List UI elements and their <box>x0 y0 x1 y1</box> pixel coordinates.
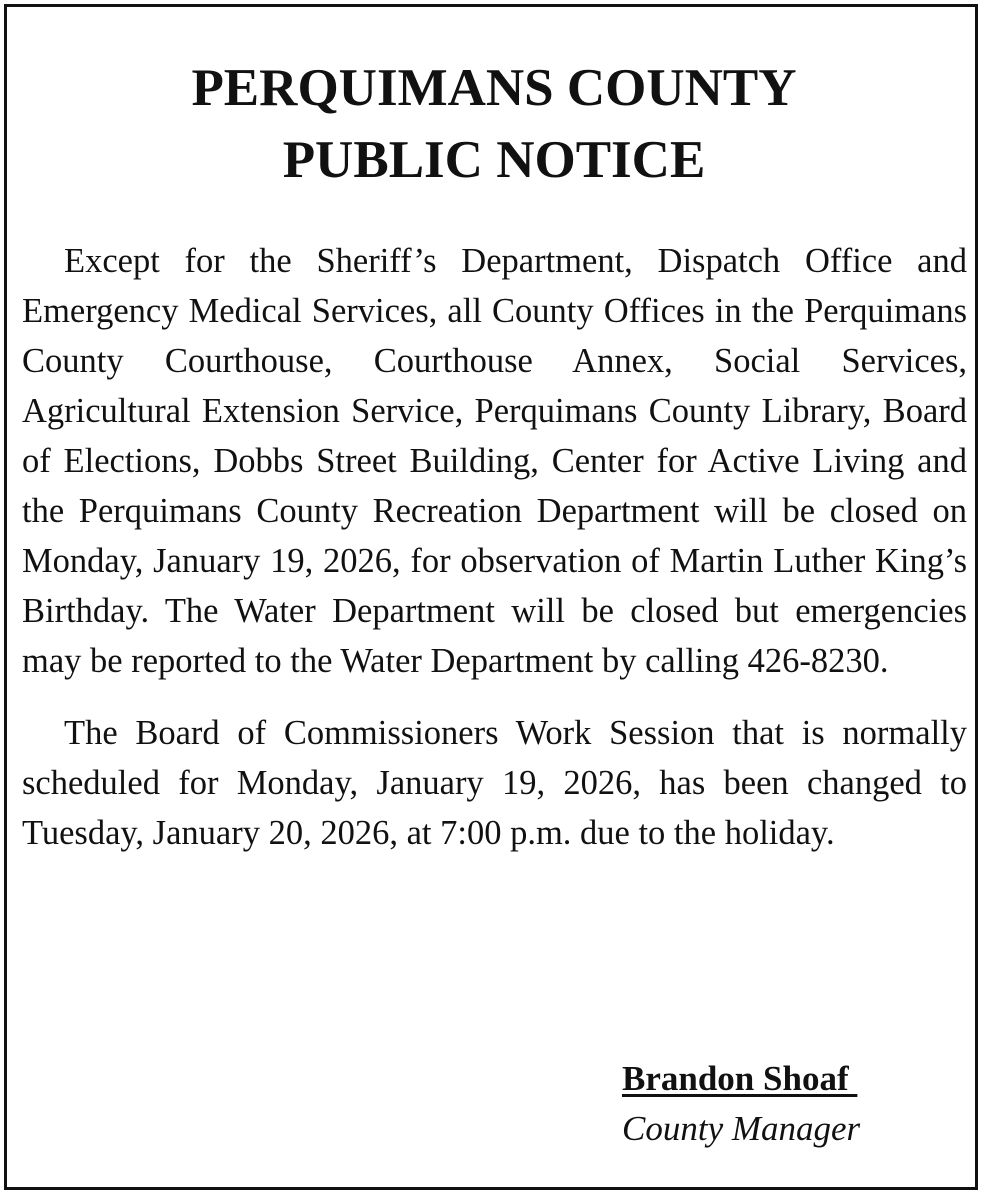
title-line-county: PERQUIMANS COUNTY <box>191 59 797 117</box>
notice-title <box>0 52 988 196</box>
work-session-paragraph: The Board of Commissioners Work Session that is normally scheduled for Monday, January 19, 2026, has been changed to Tuesday, January 20, 2026, at 7:00 p.m. due to the holiday. <box>22 714 967 852</box>
closure-paragraph: Except for the Sheriff’s Department, Dispatch Office and Emergency Medical Services, all County Offices in the Perquimans County Courthouse, Courthouse Annex, Social Services, Agricultural Extension Service, Perquimans County Library, Board of Elections, Dobbs Street Building, Center for Active Living and the Perquimans County Recreation Department will be closed on Monday, January 19, 2026, for observation of Martin Luther King’s Birthday. The Water Department will be closed but emergencies may be reported to the Water Department by calling 426-8230. <box>22 242 967 680</box>
notice-body <box>22 236 967 858</box>
signatory-title: County Manager <box>622 1109 861 1148</box>
signature-block <box>622 1054 952 1154</box>
signatory-name: Brandon Shoaf <box>622 1059 858 1098</box>
title-line-public-notice: PUBLIC NOTICE <box>282 131 706 189</box>
